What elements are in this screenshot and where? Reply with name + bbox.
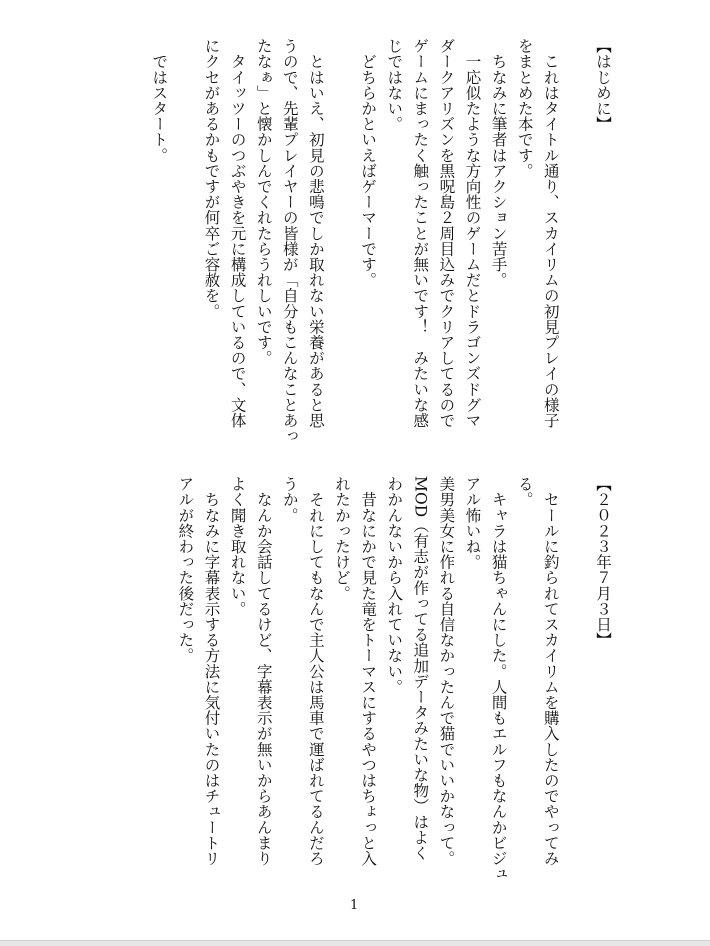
page-number: 1 (350, 898, 359, 913)
text-line: る。 (515, 476, 534, 508)
text-line: キャラは猫ちゃんにした。人間もエルフもなんかビジュ (489, 476, 508, 882)
text-line: れたかったけど。 (333, 476, 351, 601)
text-line: たなぁ」と懐かしんでくれたらうれしいです。 (254, 38, 273, 366)
text-line: なんか会話してるけど、字幕表示が無いからあんまり (254, 476, 273, 866)
text-line: セールに釣られてスカイリムを購入したのでやってみ (541, 476, 560, 866)
text-line: それにしてもなんで主人公は馬車で運ばれてるんだろ (306, 476, 325, 866)
text-line: ゲームにまったく触ったことが無いです！ みたいな感 (411, 38, 430, 428)
text-line: 昔なにかで見た竜をトーマスにするやつはちょっと入 (359, 476, 378, 866)
text-line: ちなみに筆者はアクション苦手。 (489, 38, 508, 288)
section-heading: 【２０２３年７月３日】 (594, 476, 612, 648)
text-line: 一応似たような方向性のゲームだとドラゴンズドグマ (463, 38, 482, 428)
page-bottom-edge (0, 940, 710, 946)
text-line: うので、先輩プレイヤーの皆様が「自分もこんなことあっ (280, 38, 299, 444)
text-line: うか。 (280, 476, 299, 523)
text-line: じではない。 (385, 38, 404, 132)
text-line: にクセがあるかもですが何卒ご容赦を。 (202, 38, 221, 319)
text-line: ではスタート。 (150, 38, 169, 163)
text-line: アル怖いね。 (463, 476, 482, 570)
section-heading: 【はじめに】 (594, 38, 612, 132)
text-line: ちなみに字幕表示する方法に気付いたのはチュートリ (202, 476, 221, 866)
text-line: とはいえ、初見の悲鳴でしか取れない栄養があると思 (306, 38, 325, 428)
text-line: ダークアリズンを黒呪島２周目込みでクリアしてるので (437, 38, 456, 428)
text-line: よく聞き取れない。 (228, 476, 247, 617)
text-line: タイッツーのつぶやきを元に構成しているので、文体 (228, 38, 247, 428)
text-line: わかんないから入れていない。 (385, 476, 404, 695)
text-line: これはタイトル通り、スカイリムの初見プレイの様子 (541, 38, 560, 428)
text-line: MOD（有志が作ってる追加データみたいな物）はよく (411, 476, 430, 861)
text-line: アルが終わった後だった。 (176, 476, 195, 664)
text-line: 美男美女に作れる自信なかったんで猫でいいかなって。 (437, 476, 456, 866)
text-line: どちらかといえばゲーマーです。 (359, 38, 378, 288)
text-line: をまとめた本です。 (515, 38, 534, 179)
